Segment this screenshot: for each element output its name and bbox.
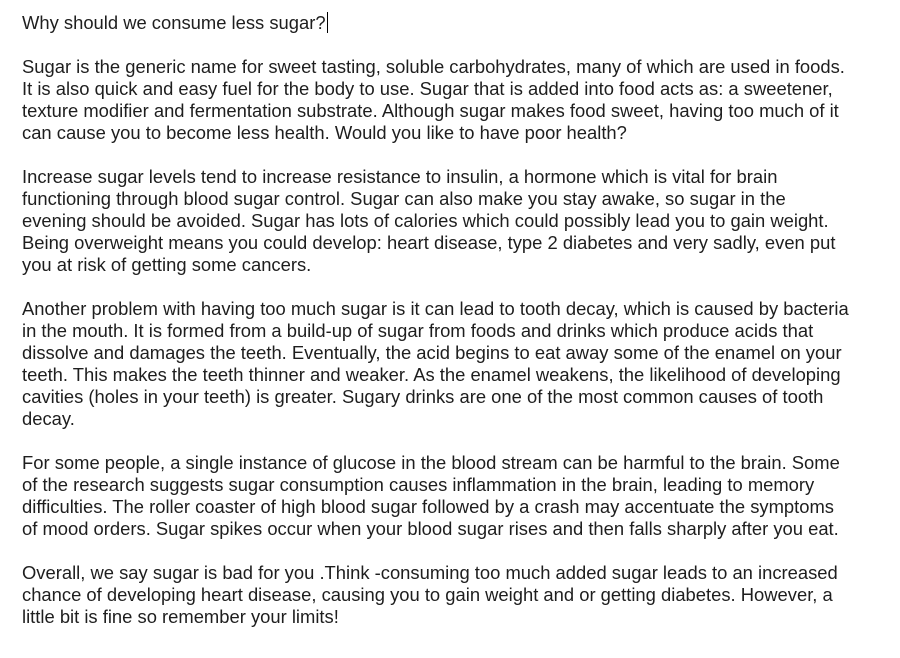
document-body[interactable]	[22, 12, 852, 650]
paragraph-4: For some people, a single instance of glucose in the blood stream can be harmful to the brain. Some of the research suggests sugar consumption causes inflammation in the brain, leading to memory difficulties. The roller coaster of high blood sugar followed by a crash may accentuate the symptoms of mood orders. Sugar spikes occur when your blood sugar rises and then falls sharply after you eat.	[22, 452, 840, 539]
document-title-line[interactable]	[22, 12, 852, 34]
document-title: Why should we consume less sugar?	[22, 12, 326, 33]
paragraph-5: Overall, we say sugar is bad for you .Think -consuming too much added sugar leads to an increased chance of developing heart disease, causing you to gain weight and or getting diabetes. However, a little bit is fine so remember your limits!	[22, 562, 838, 627]
paragraph-2: Increase sugar levels tend to increase resistance to insulin, a hormone which is vital for brain functioning through blood sugar control. Sugar can also make you stay awake, so sugar in the evening should be avoided. Sugar has lots of calories which could possibly lead you to gain weight. Being overweight means you could develop: heart disease, type 2 diabetes and very sadly, even put you at risk of getting some cancers.	[22, 166, 836, 275]
paragraph-3: Another problem with having too much sugar is it can lead to tooth decay, which is caused by bacteria in the mouth. It is formed from a build-up of sugar from foods and drinks which produce acids that dissolve and damages the teeth. Eventually, the acid begins to eat away some of the enamel on your teeth. This makes the teeth thinner and weaker. As the enamel weakens, the likelihood of developing cavities (holes in your teeth) is greater. Sugary drinks are one of the most common causes of tooth decay.	[22, 298, 849, 429]
paragraph-1: Sugar is the generic name for sweet tasting, soluble carbohydrates, many of which are used in foods. It is also quick and easy fuel for the body to use. Sugar that is added into food acts as: a sweetener, texture modifier and fermentation substrate. Although sugar makes food sweet, having too much of it can cause you to become less health. Would you like to have poor health?	[22, 56, 845, 143]
text-cursor	[327, 12, 328, 33]
